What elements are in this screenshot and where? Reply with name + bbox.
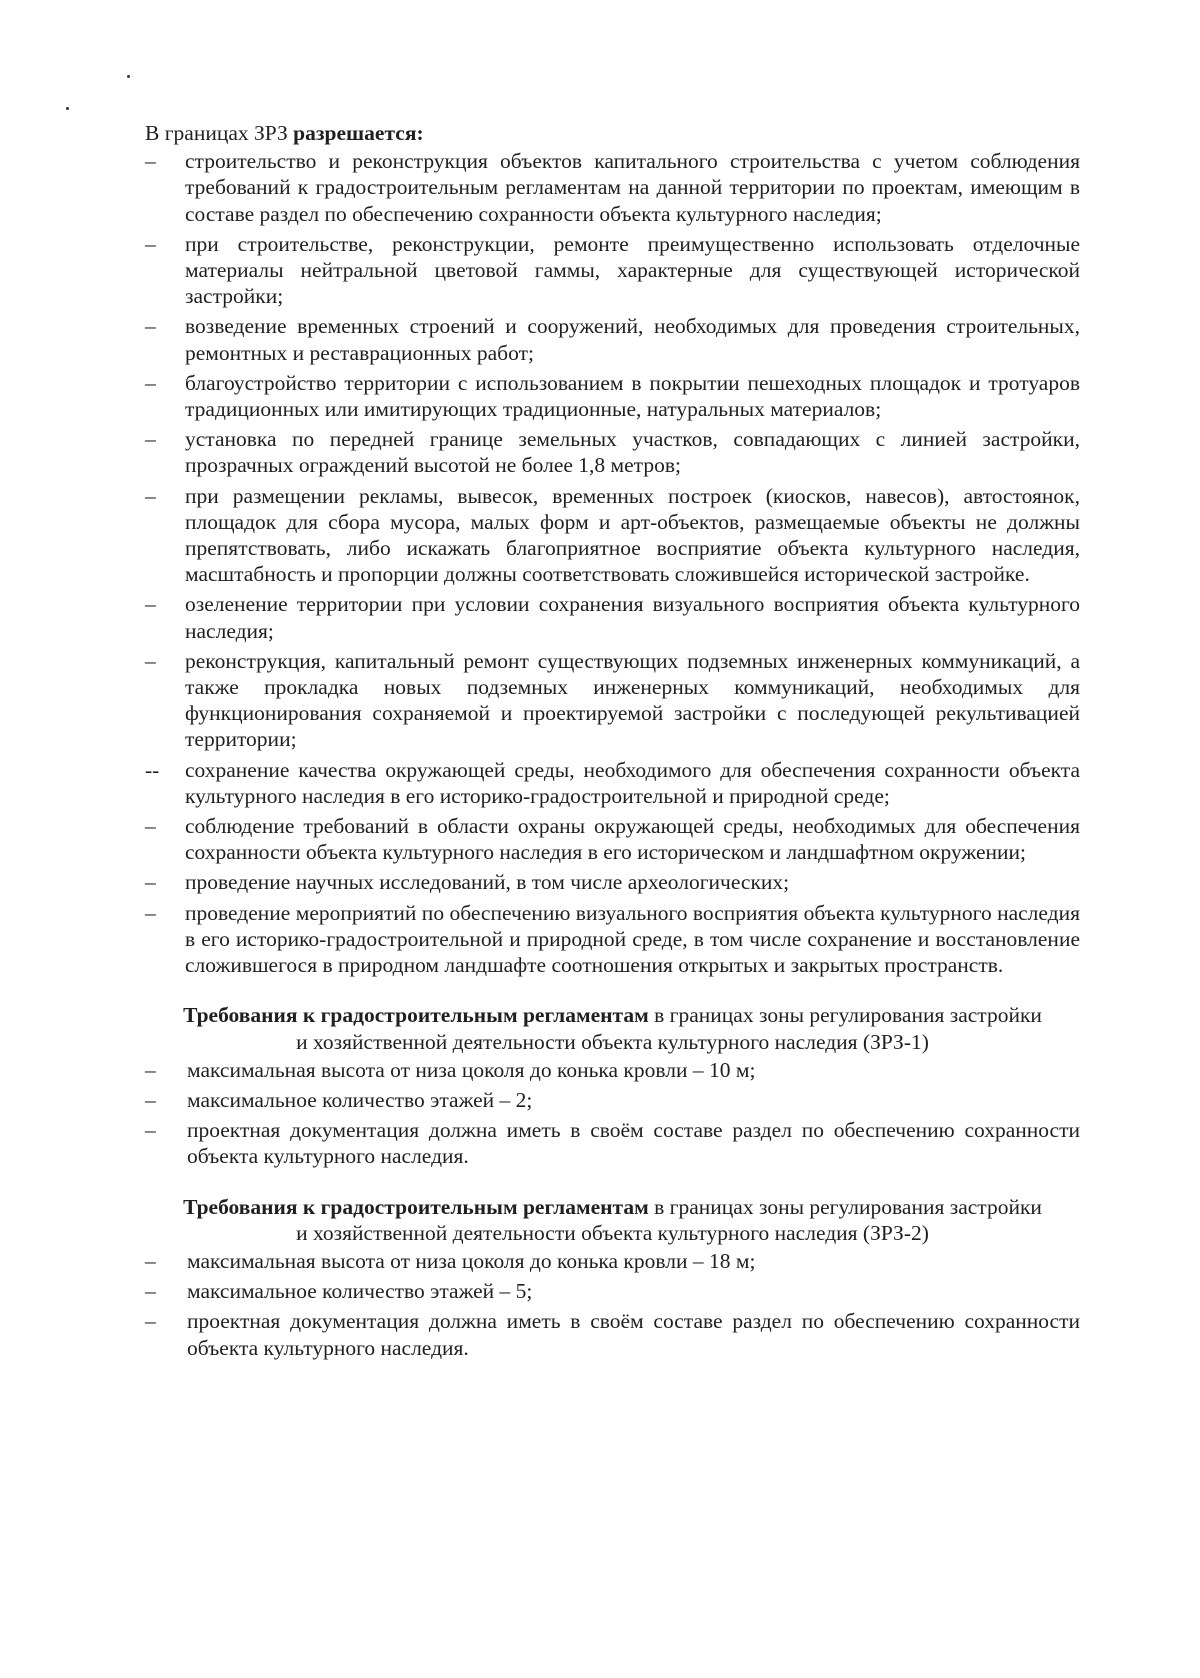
dash-marker: –	[145, 592, 156, 617]
section-heading-rest: в границах зоны регулирования застройки	[648, 1003, 1042, 1028]
list-item-text: возведение временных строений и сооружений, необходимых для проведения строительных, ремонтных и реставрационных работ;	[185, 314, 1080, 365]
zrz1-section	[145, 1002, 1080, 1169]
dash-marker: –	[145, 483, 156, 508]
section-heading-bold: Требования к градостроительным регламентам	[183, 1194, 649, 1219]
section-heading-bold: Требования к градостроительным регламентам	[183, 1003, 649, 1028]
list-item	[145, 1057, 1080, 1083]
list-item	[145, 1087, 1080, 1113]
dash-marker: –	[145, 900, 156, 925]
list-item-text: благоустройство территории с использованием в покрытии пешеходных площадок и тротуаров традиционных или имитирующих традиционные, натуральных материалов;	[185, 370, 1080, 422]
list-item-text: проектная документация должна иметь в своём составе раздел по обеспечению сохранности объекта культурного наследия.	[187, 1118, 1080, 1169]
list-item	[145, 1278, 1080, 1304]
dash-marker: –	[145, 1248, 156, 1273]
list-item-text: максимальное количество этажей – 5;	[187, 1279, 533, 1304]
list-item-text: соблюдение требований в области охраны окружающей среды, необходимых для обеспечения сохранности объекта культурного наследия в его историческом и ландшафтном окружении;	[185, 814, 1080, 865]
intro-prefix: В границах ЗРЗ	[145, 121, 294, 145]
list-item	[145, 231, 1080, 310]
dash-marker: –	[145, 231, 156, 256]
list-item	[145, 370, 1080, 422]
list-item-text: при строительстве, реконструкции, ремонте преимущественно использовать отделочные материалы нейтральной цветовой гаммы, характерные для существующей исторической застройки;	[185, 231, 1080, 309]
list-item	[145, 813, 1080, 865]
dash-marker: –	[145, 1279, 156, 1304]
list-item	[145, 591, 1080, 643]
dash-marker: –	[145, 648, 156, 673]
list-item	[145, 1308, 1080, 1360]
list-item-text: при размещении рекламы, вывесок, временных построек (киосков, навесов), автостоянок, площадок для сбора мусора, малых форм и арт-объектов, размещаемые объекты не должны препятствовать, либо искажать благоприятное восприятие объекта культурного наследия, масштабность и пропорции должны соответствовать сложившейся исторической застройке.	[185, 483, 1080, 587]
list-item-text: проведение мероприятий по обеспечению визуального восприятия объекта культурного наследия в его историко-градостроительной и природной среде, в том числе сохранение и восстановление сложившегося в природном ландшафте соотношения открытых и закрытых пространств.	[185, 900, 1080, 978]
section-heading	[145, 1194, 1080, 1246]
list-item-text: максимальное количество этажей – 2;	[187, 1087, 533, 1112]
list-item-text: максимальная высота от низа цоколя до конька кровли – 10 м;	[187, 1057, 756, 1082]
dash-marker: –	[145, 314, 156, 339]
section-heading-line2: и хозяйственной деятельности объекта культурного наследия (ЗРЗ-1)	[296, 1029, 929, 1054]
document-page	[145, 120, 1080, 1365]
list-item	[145, 869, 1080, 895]
dash-marker: –	[145, 370, 156, 395]
zrz1-list	[145, 1057, 1080, 1170]
list-item	[145, 483, 1080, 588]
intro-line	[145, 120, 1080, 146]
dash-marker: –	[145, 814, 156, 839]
list-item-text: проектная документация должна иметь в своём составе раздел по обеспечению сохранности объекта культурного наследия.	[187, 1309, 1080, 1360]
list-item-text: проведение научных исследований, в том числе археологических;	[185, 870, 790, 895]
zrz2-list	[145, 1248, 1080, 1361]
list-item	[145, 426, 1080, 478]
list-item	[145, 1248, 1080, 1274]
intro-bold: разрешается:	[293, 121, 424, 145]
list-item-text: реконструкция, капитальный ремонт существующих подземных инженерных коммуникаций, а также прокладка новых подземных инженерных коммуникаций, необходимых для функционирования сохраняемой и проектируемой застройки с последующей рекультивацией территории;	[185, 648, 1080, 752]
section-heading	[145, 1002, 1080, 1054]
dash-marker: –	[145, 870, 156, 895]
dash-marker: –	[145, 427, 156, 452]
list-item	[145, 900, 1080, 979]
list-item-text: установка по передней границе земельных участков, совпадающих с линией застройки, прозрачных ограждений высотой не более 1,8 метров;	[185, 427, 1080, 478]
list-item	[145, 313, 1080, 365]
dash-marker: –	[145, 1057, 156, 1082]
scan-speck	[66, 107, 69, 110]
list-item	[145, 757, 1080, 809]
section-heading-rest: в границах зоны регулирования застройки	[648, 1194, 1042, 1219]
zrz2-section	[145, 1194, 1080, 1361]
dash-marker: –	[145, 149, 156, 174]
list-item	[145, 648, 1080, 753]
dash-marker: –	[145, 1118, 156, 1143]
list-item	[145, 148, 1080, 227]
list-item-text: сохранение качества окружающей среды, необходимого для обеспечения сохранности объекта культурного наследия в его историко-градостроительной и природной среде;	[185, 757, 1080, 808]
scan-speck	[127, 75, 130, 78]
dash-marker: --	[145, 757, 160, 782]
list-item-text: максимальная высота от низа цоколя до конька кровли – 18 м;	[187, 1248, 756, 1273]
section-heading-line2: и хозяйственной деятельности объекта культурного наследия (ЗРЗ-2)	[296, 1220, 929, 1245]
dash-marker: –	[145, 1309, 156, 1334]
list-item-text: строительство и реконструкция объектов капитального строительства с учетом соблюдения требований к градостроительным регламентам на данной территории по проектам, имеющим в составе раздел по обеспечению сохранности объекта культурного наследия;	[185, 149, 1080, 226]
list-item	[145, 1117, 1080, 1169]
list-item-text: озеленение территории при условии сохранения визуального восприятия объекта культурного наследия;	[185, 592, 1080, 643]
dash-marker: –	[145, 1087, 156, 1112]
allowed-list	[145, 148, 1080, 978]
